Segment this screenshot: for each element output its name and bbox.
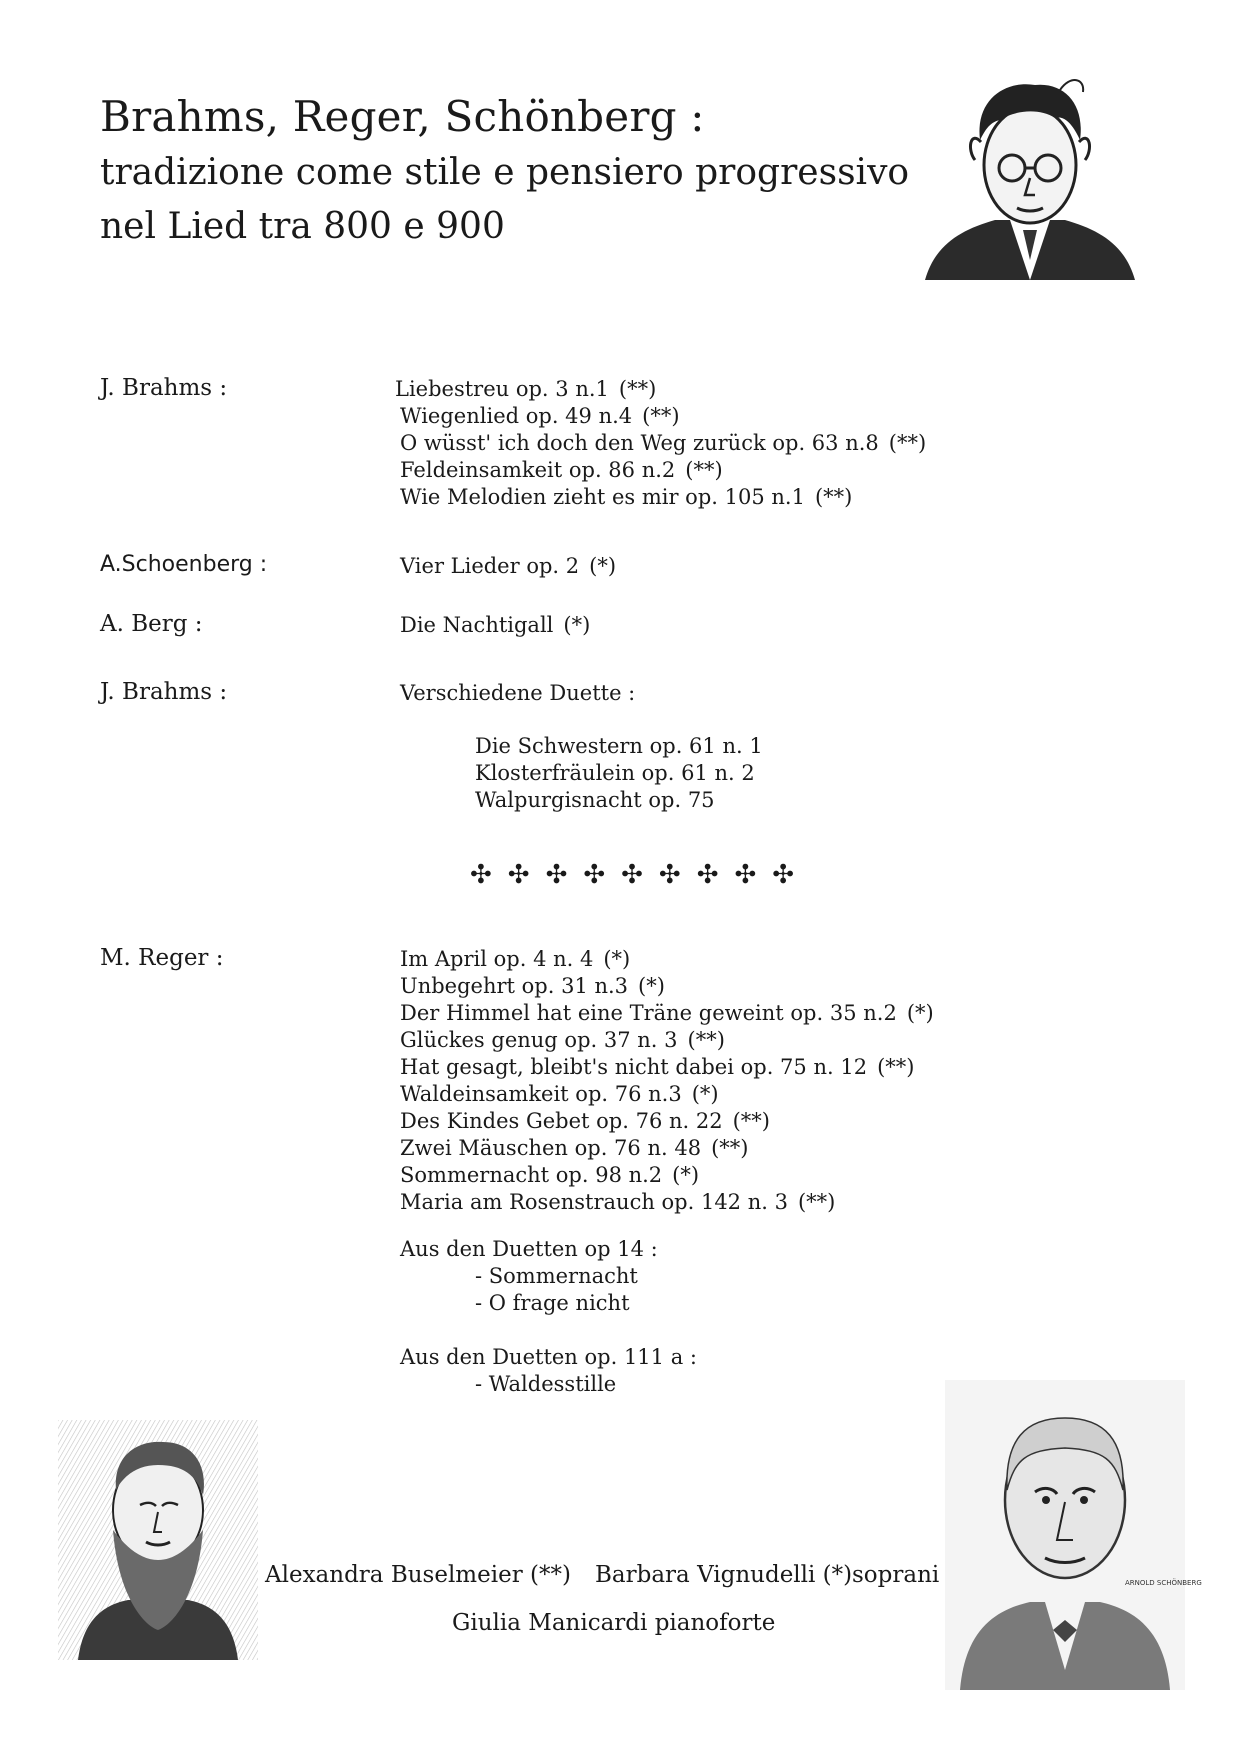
ornament-divider: ✣✣✣✣✣✣✣✣✣ xyxy=(470,860,811,890)
list-item: Waldeinsamkeit op. 76 n.3 (*) xyxy=(400,1082,719,1106)
list-item: Glückes genug op. 37 n. 3 (**) xyxy=(400,1028,725,1052)
brahms-duets-list xyxy=(475,733,763,814)
performer-pianist: Giulia Manicardi pianoforte xyxy=(452,1610,776,1636)
list-item: Unbegehrt op. 31 n.3 (*) xyxy=(400,974,665,998)
list-item: - O frage nicht xyxy=(475,1291,630,1315)
list-item: Liebestreu op. 3 n.1 (**) xyxy=(395,377,657,401)
reger-duets-op111-list xyxy=(475,1371,616,1398)
composer-brahms-1: J. Brahms : xyxy=(100,375,228,401)
list-item: Hat gesagt, bleibt's nicht dabei op. 75 n. 12 (**) xyxy=(400,1055,915,1079)
list-item: - Waldesstille xyxy=(475,1372,617,1396)
list-item: O wüsst' ich doch den Weg zurück op. 63 n.8 (**) xyxy=(400,431,927,455)
list-item: - Sommernacht xyxy=(475,1264,638,1288)
list-item: Wie Melodien zieht es mir op. 105 n.1 (**) xyxy=(400,485,853,509)
list-item: Des Kindes Gebet op. 76 n. 22 (**) xyxy=(400,1109,770,1133)
performer-soprano-1: Alexandra Buselmeier (**) xyxy=(265,1562,571,1588)
list-item: Wiegenlied op. 49 n.4 (**) xyxy=(400,404,680,428)
reger-duets-op111-heading: Aus den Duetten op. 111 a : xyxy=(400,1345,697,1369)
duets-heading: Verschiedene Duette : xyxy=(400,681,636,705)
composer-schoenberg: A.Schoenberg : xyxy=(100,552,268,577)
schoenberg-portrait-image xyxy=(945,1380,1202,1690)
list-item: Klosterfräulein op. 61 n. 2 xyxy=(475,761,755,785)
list-item: Walpurgisnacht op. 75 xyxy=(475,788,715,812)
performer-soprano-label: soprani xyxy=(852,1562,940,1588)
list-item: Maria am Rosenstrauch op. 142 n. 3 (**) xyxy=(400,1190,836,1214)
brahms-portrait-image xyxy=(58,1420,258,1660)
page-subtitle-line2: nel Lied tra 800 e 900 xyxy=(100,206,505,247)
brahms-lieder-list xyxy=(395,376,926,511)
reger-lieder-list xyxy=(400,946,934,1216)
list-item: Feldeinsamkeit op. 86 n.2 (**) xyxy=(400,458,723,482)
page-subtitle-line1: tradizione come stile e pensiero progressivo xyxy=(100,152,910,193)
page-title: Brahms, Reger, Schönberg : xyxy=(100,92,705,141)
composer-brahms-2: J. Brahms : xyxy=(100,679,228,705)
list-item: Die Schwestern op. 61 n. 1 xyxy=(475,734,763,758)
reger-duets-op14-heading: Aus den Duetten op 14 : xyxy=(400,1237,658,1261)
list-item: Vier Lieder op. 2 (*) xyxy=(400,554,617,578)
list-item: Im April op. 4 n. 4 (*) xyxy=(400,947,631,971)
reger-duets-op14-list xyxy=(475,1263,638,1317)
list-item: Zwei Mäuschen op. 76 n. 48 (**) xyxy=(400,1136,749,1160)
list-item: Sommernacht op. 98 n.2 (*) xyxy=(400,1163,700,1187)
list-item: Die Nachtigall (*) xyxy=(400,613,591,637)
list-item: Der Himmel hat eine Träne geweint op. 35 n.2 (*) xyxy=(400,1001,934,1025)
reger-portrait-image xyxy=(915,70,1145,300)
composer-reger: M. Reger : xyxy=(100,945,224,971)
composer-berg: A. Berg : xyxy=(100,611,203,637)
performer-soprano-2: Barbara Vignudelli (*) xyxy=(595,1562,853,1588)
portrait-signature: ARNOLD SCHÖNBERG xyxy=(1125,1579,1202,1587)
